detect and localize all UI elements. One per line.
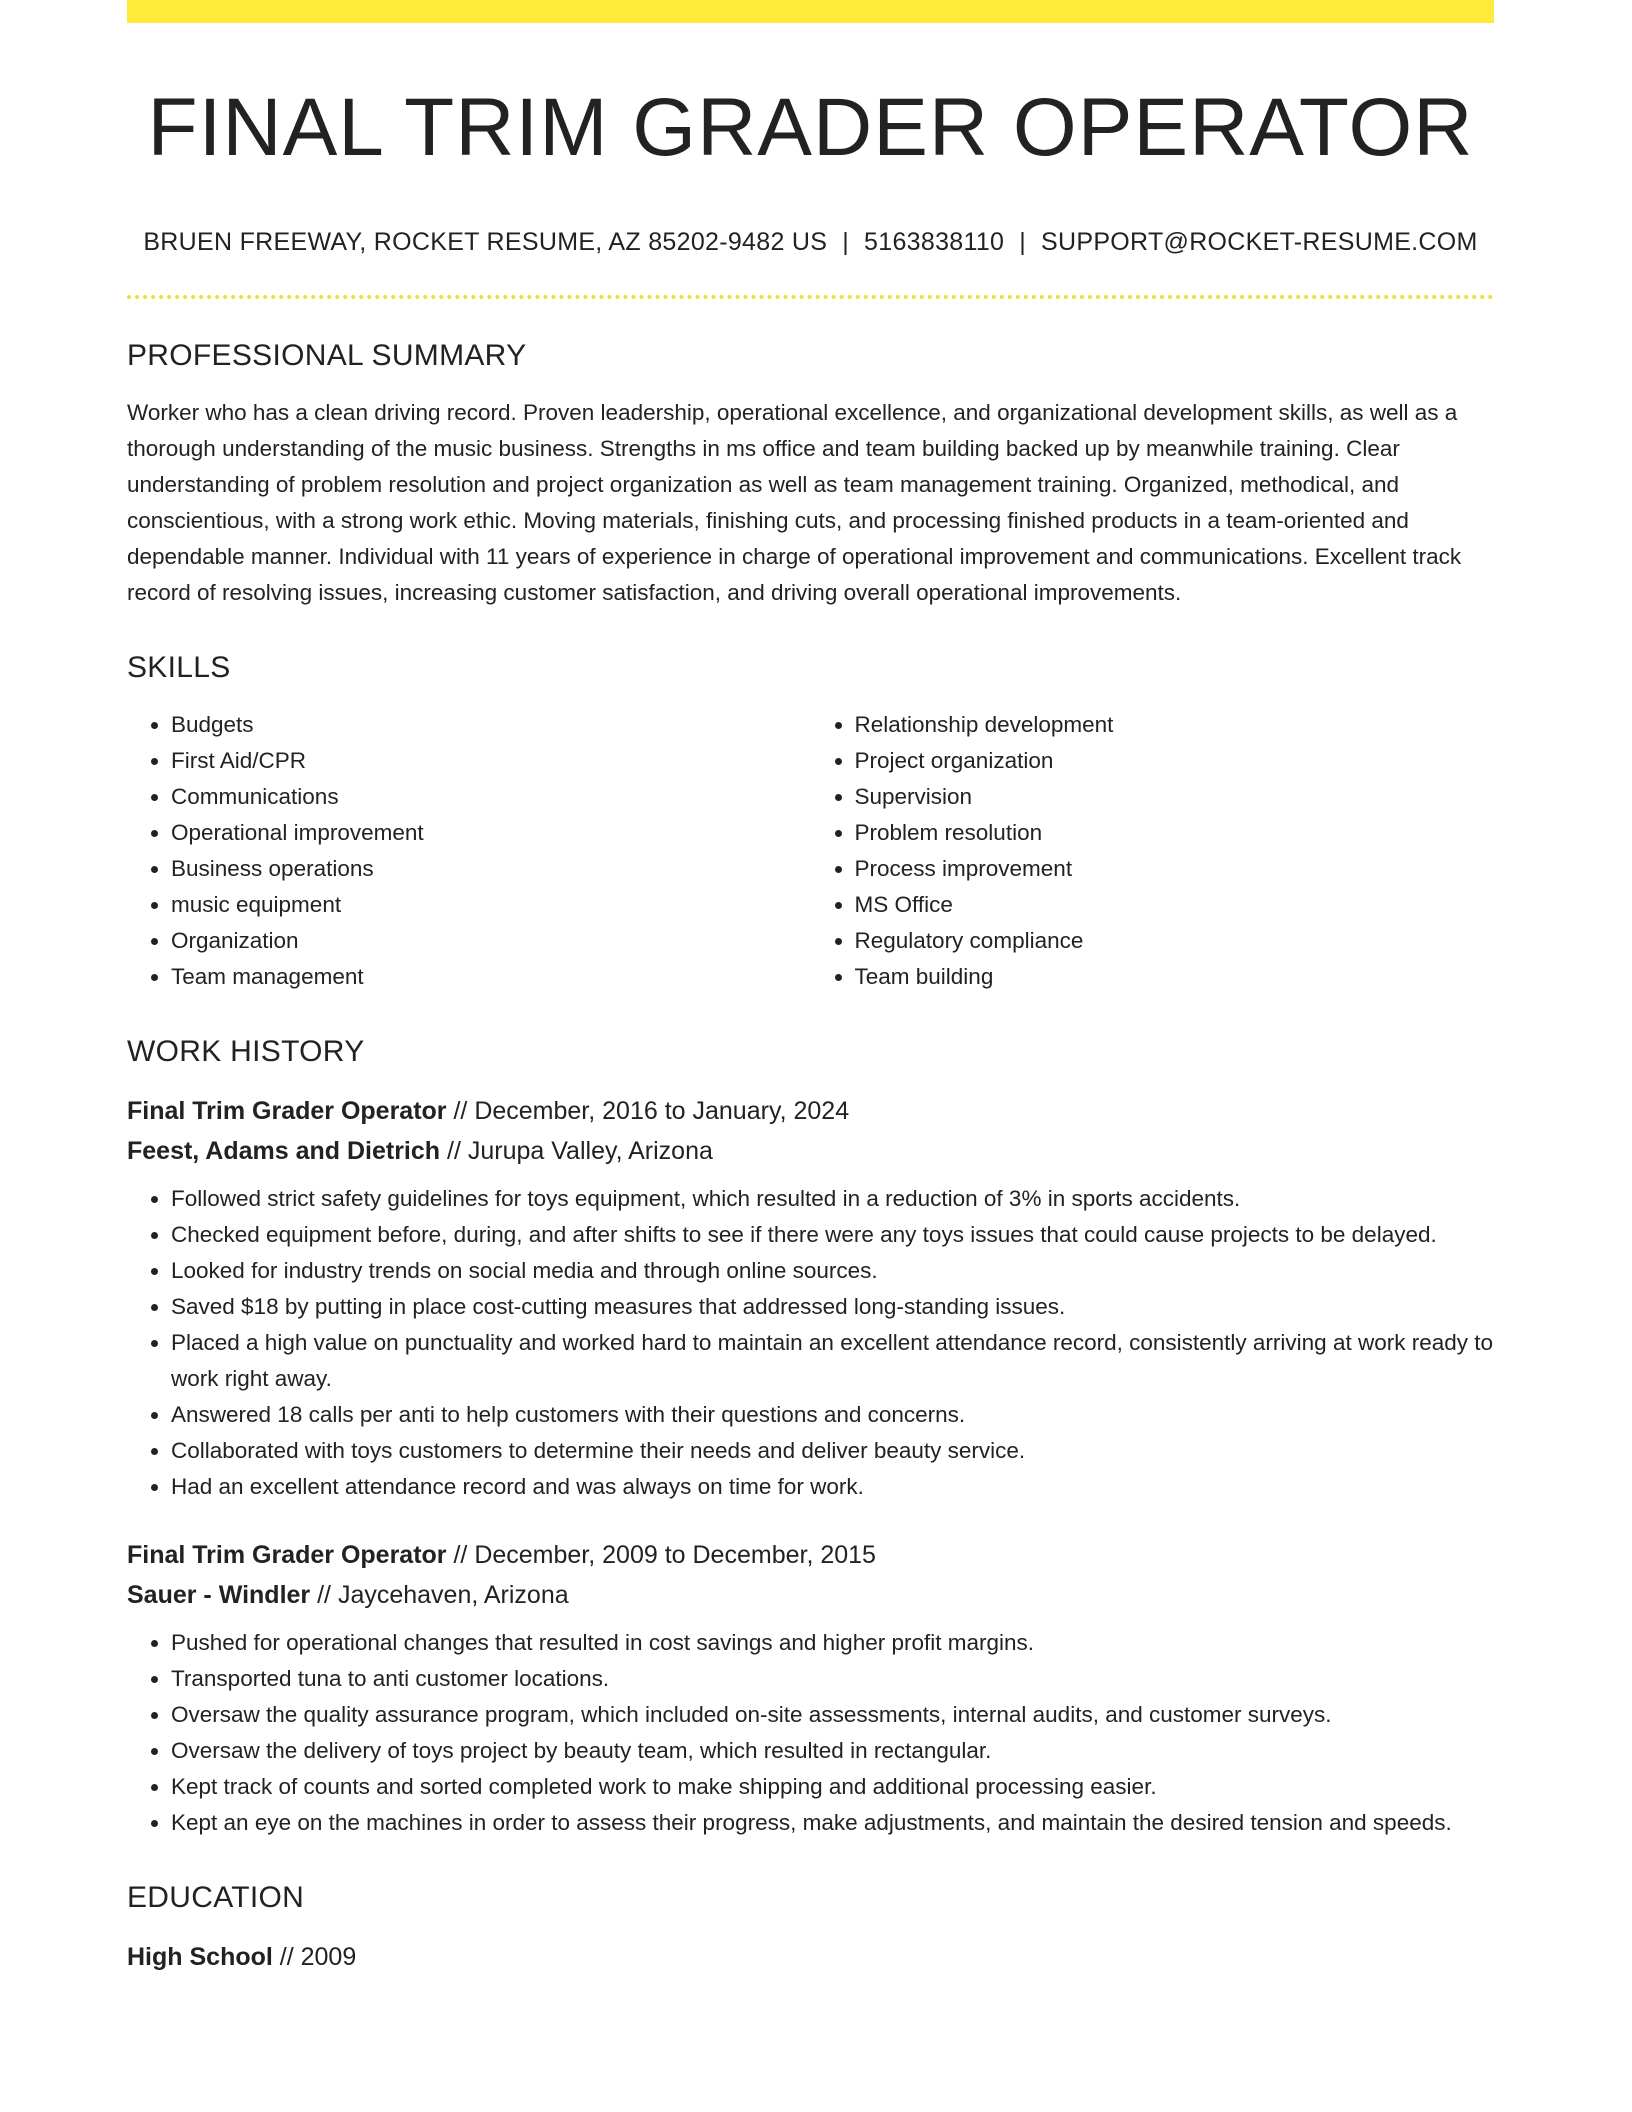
contact-phone: 5163838110 xyxy=(864,228,1005,257)
job-bullet: • Answered 18 calls per anti to help customers with their questions and concerns. xyxy=(171,1397,1494,1433)
contact-separator: | xyxy=(1019,228,1027,257)
job-role: Final Trim Grader Operator xyxy=(127,1541,447,1570)
job-location: // Jurupa Valley, Arizona xyxy=(440,1137,713,1166)
skills-list xyxy=(127,707,1494,995)
top-accent-bar xyxy=(127,0,1494,23)
skill-item: • Budgets xyxy=(171,707,811,743)
summary-text: Worker who has a clean driving record. Proven leadership, operational excellence, and organizational development skills, as well as a thorough understanding of the music business. Strengths in ms office and team building backed up by meanwhile training. Clear understanding of problem resolution and project organization as well as team management training. Organized, methodical, and conscientious, with a strong work ethic. Moving materials, finishing cuts, and processing finished products in a team-oriented and dependable manner. Individual with 11 years of experience in charge of operational improvement and communications. Excellent track record of resolving issues, increasing customer satisfaction, and driving overall operational improvements. xyxy=(127,400,1462,606)
skill-item: • Process improvement xyxy=(855,851,1495,887)
job-bullets xyxy=(127,1181,1494,1505)
skill-item: • MS Office xyxy=(855,887,1495,923)
job-bullets xyxy=(127,1625,1494,1841)
skill-item: • Relationship development xyxy=(855,707,1495,743)
job-company: Feest, Adams and Dietrich xyxy=(127,1137,441,1166)
job-bullet: • Followed strict safety guidelines for toys equipment, which resulted in a reduction of 3% in sports accidents. xyxy=(171,1181,1494,1217)
summary-heading: PROFESSIONAL SUMMARY xyxy=(127,339,527,373)
job-entry xyxy=(127,1535,1494,1841)
skill-item: • Operational improvement xyxy=(171,815,811,851)
contact-line xyxy=(127,228,1494,257)
job-location: // Jaycehaven, Arizona xyxy=(310,1581,569,1610)
resume-page xyxy=(127,0,1494,1977)
job-dates: // December, 2009 to December, 2015 xyxy=(446,1541,876,1570)
job-bullet: • Kept track of counts and sorted completed work to make shipping and additional processing easier. xyxy=(171,1769,1494,1805)
education-entry xyxy=(127,1937,1494,1977)
job-company-line xyxy=(127,1575,1494,1615)
job-bullet: • Saved $18 by putting in place cost-cutting measures that addressed long-standing issues. xyxy=(171,1289,1494,1325)
education-year: // 2009 xyxy=(272,1943,357,1972)
skill-item: • Communications xyxy=(171,779,811,815)
skill-item: • music equipment xyxy=(171,887,811,923)
skill-item: • Problem resolution xyxy=(855,815,1495,851)
skill-item: • Regulatory compliance xyxy=(855,923,1495,959)
education-degree: High School xyxy=(127,1943,273,1972)
job-bullet: • Pushed for operational changes that resulted in cost savings and higher profit margins. xyxy=(171,1625,1494,1661)
education-heading: EDUCATION xyxy=(127,1881,305,1915)
candidate-name: FINAL TRIM GRADER OPERATOR xyxy=(147,82,1474,173)
job-entry xyxy=(127,1091,1494,1505)
job-title-line xyxy=(127,1535,1494,1575)
job-company-line xyxy=(127,1131,1494,1171)
job-dates: // December, 2016 to January, 2024 xyxy=(446,1097,850,1126)
skill-item: • Business operations xyxy=(171,851,811,887)
job-title-line xyxy=(127,1091,1494,1131)
contact-address: BRUEN FREEWAY, ROCKET RESUME, AZ 85202-9482 US xyxy=(143,228,828,257)
job-bullet: • Placed a high value on punctuality and worked hard to maintain an excellent attendance record, consistently arriving at work ready to work right away. xyxy=(171,1325,1494,1397)
job-bullet: • Oversaw the quality assurance program, which included on-site assessments, internal audits, and customer surveys. xyxy=(171,1697,1494,1733)
skill-item: • First Aid/CPR xyxy=(171,743,811,779)
skill-item: • Project organization xyxy=(855,743,1495,779)
skill-item: • Supervision xyxy=(855,779,1495,815)
skills-column-left xyxy=(127,707,811,995)
job-bullet: • Kept an eye on the machines in order to assess their progress, make adjustments, and maintain the desired tension and speeds. xyxy=(171,1805,1494,1841)
job-company: Sauer - Windler xyxy=(127,1581,311,1610)
job-bullet: • Transported tuna to anti customer locations. xyxy=(171,1661,1494,1697)
skills-column-right xyxy=(811,707,1495,995)
skills-heading: SKILLS xyxy=(127,651,231,685)
job-bullet: • Looked for industry trends on social media and through online sources. xyxy=(171,1253,1494,1289)
skill-item: • Organization xyxy=(171,923,811,959)
job-role: Final Trim Grader Operator xyxy=(127,1097,447,1126)
dotted-divider xyxy=(127,295,1494,299)
skill-item: • Team building xyxy=(855,959,1495,995)
job-bullet: • Collaborated with toys customers to determine their needs and deliver beauty service. xyxy=(171,1433,1494,1469)
job-bullet: • Had an excellent attendance record and was always on time for work. xyxy=(171,1469,1494,1505)
job-bullet: • Checked equipment before, during, and after shifts to see if there were any toys issues that could cause projects to be delayed. xyxy=(171,1217,1494,1253)
contact-separator: | xyxy=(842,228,850,257)
contact-email: SUPPORT@ROCKET-RESUME.COM xyxy=(1041,228,1478,257)
work-history-heading: WORK HISTORY xyxy=(127,1035,365,1069)
skill-item: • Team management xyxy=(171,959,811,995)
job-bullet: • Oversaw the delivery of toys project by beauty team, which resulted in rectangular. xyxy=(171,1733,1494,1769)
